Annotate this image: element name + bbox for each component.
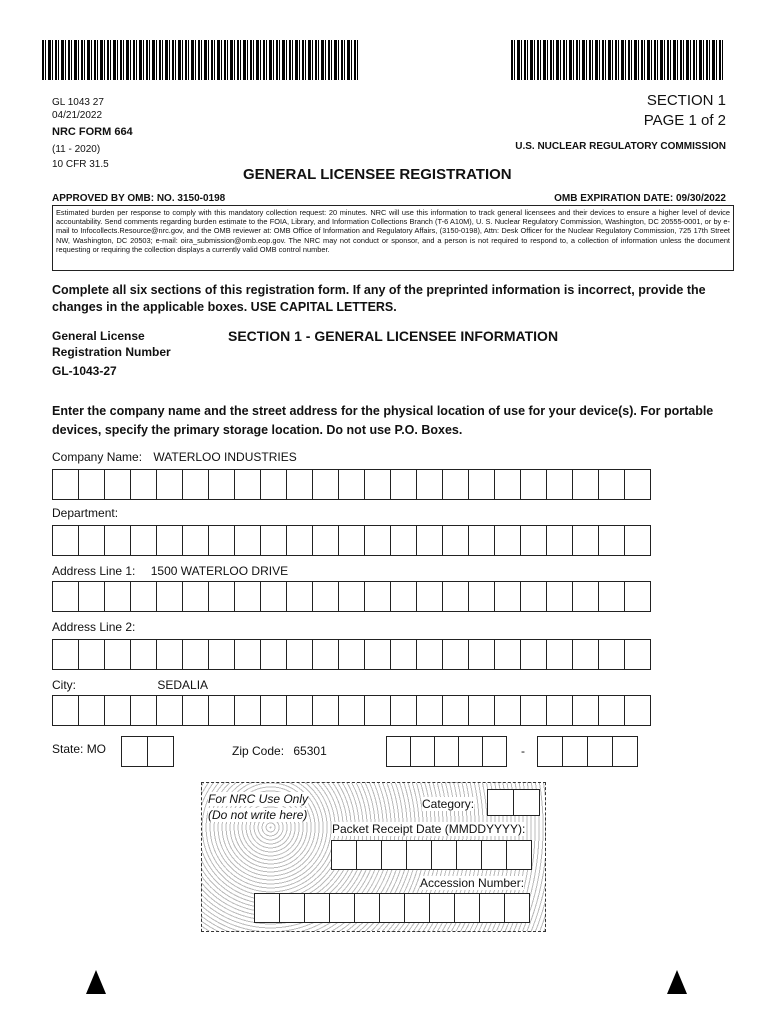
burden-notice: Estimated burden per response to comply with this mandatory collection request: 20 minutes. NRC will use this information to track general licensees and their devices to ensure a higher level of device accountability. Send comments regarding burden estimate to the FOIA, Library, and Information Collections Branch (T-6 A10M), U. S. Nuclear Regulatory Commission, Washington, DC 20555-0001, or by e-mail to Infocollects.Resource@nrc.gov, and the OMB reviewer at: OMB Office of Information and Regulatory Affairs, (3150-0198), Attn: Desk Officer for the Nuclear Regulatory Commission, 725 17th Street NW, Washington, DC 20503; e-mail: oira_submission@omb.eop.gov. The NRC may not conduct or sponsor, and a person is not required to respond to, a collection of information unless the document requesting or requiring the collection displays a currently valid OMB control number.: [52, 205, 734, 271]
department-input[interactable]: [53, 525, 651, 556]
address-instructions: Enter the company name and the street address for the physical location of use for your device(s). For portable devices, specify the primary storage location. Do not use P.O. Boxes.: [52, 404, 714, 437]
address2-input[interactable]: [53, 639, 651, 670]
state-label: State: MO: [52, 742, 107, 756]
form-revision: (11 - 2020): [52, 144, 101, 155]
form-id: GL 1043 27: [52, 97, 104, 108]
instructions: Complete all six sections of this registration form. If any of the preprinted information is incorrect, provide the changes in the applicable boxes. USE CAPITAL LETTERS.: [52, 283, 706, 314]
nrc-use-title: For NRC Use Only: [208, 792, 309, 806]
nrc-use-subtitle: (Do not write here): [208, 808, 308, 822]
company-name-input[interactable]: [53, 469, 651, 500]
packet-date-input: [332, 840, 532, 870]
address1-label: Address Line 1: 1500 WATERLOO DRIVE: [52, 564, 289, 578]
form-name: NRC FORM 664: [52, 126, 133, 138]
page-title: GENERAL LICENSEE REGISTRATION: [243, 166, 512, 183]
zip-value: 65301: [293, 744, 327, 758]
form-cfr: 10 CFR 31.5: [52, 159, 109, 170]
section-title: SECTION 1 - GENERAL LICENSEE INFORMATION: [228, 328, 559, 344]
agency-name: U.S. NUCLEAR REGULATORY COMMISSION: [515, 141, 726, 152]
zip-dash: -: [521, 744, 525, 758]
city-value: SEDALIA: [157, 678, 209, 692]
city-input[interactable]: [53, 695, 651, 726]
category-input: [488, 789, 540, 816]
category-label: Category:: [422, 797, 475, 811]
form-date: 04/21/2022: [52, 110, 103, 121]
zip-label: Zip Code: 65301: [232, 744, 327, 758]
city-label: City: SEDALIA: [52, 678, 209, 692]
accession-input: [255, 893, 530, 923]
registration-label: General License Registration Number: [52, 329, 171, 359]
address2-label: Address Line 2:: [52, 620, 136, 634]
barcode-right: [511, 40, 723, 80]
zip-input[interactable]: [387, 736, 507, 767]
registration-mark-left-icon: [86, 970, 106, 994]
department-label: Department:: [52, 506, 119, 520]
accession-label: Accession Number:: [420, 876, 525, 890]
company-label: Company Name: WATERLOO INDUSTRIES: [52, 450, 297, 464]
registration-number: GL-1043-27: [52, 364, 117, 378]
company-value: WATERLOO INDUSTRIES: [153, 450, 297, 464]
page-number: PAGE 1 of 2: [643, 112, 726, 129]
address1-input[interactable]: [53, 581, 651, 612]
omb-expiration: OMB EXPIRATION DATE: 09/30/2022: [554, 193, 726, 204]
barcode-left: [42, 40, 360, 80]
zip-extension-input[interactable]: [538, 736, 638, 767]
address1-value: 1500 WATERLOO DRIVE: [150, 564, 289, 578]
section-number: SECTION 1: [646, 92, 726, 109]
omb-approval: APPROVED BY OMB: NO. 3150-0198: [52, 193, 226, 204]
packet-date-label: Packet Receipt Date (MMDDYYYY):: [332, 822, 526, 836]
registration-mark-right-icon: [667, 970, 687, 994]
state-input[interactable]: [122, 736, 174, 767]
